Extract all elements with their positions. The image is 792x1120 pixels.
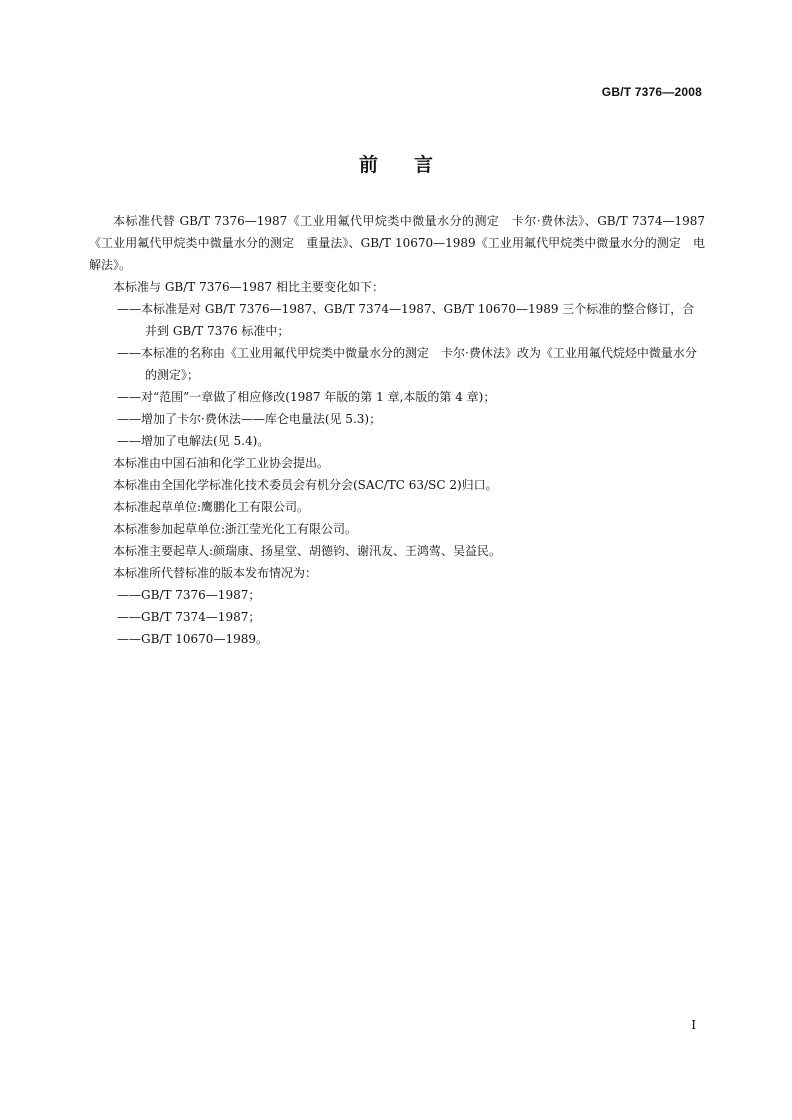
info-paragraph: 本标准由中国石油和化学工业协会提出。 — [113, 456, 330, 470]
intro-paragraph: 本标准代替 GB/T 7376—1987《工业用氟代甲烷类中微量水分的测定 卡尔·费休法》、GB/T 7374—1987《工业用氟代甲烷类中微量水分的测定 重量法》、GB/T 10670—1989《工业用氟代甲烷类中微量水分的测定 电解法》。 — [89, 214, 705, 272]
change-item: ——本标准的名称由《工业用氟代甲烷类中微量水分的测定 卡尔·费休法》改为《工业用氟代烷烃中微量水分的测定》； — [117, 346, 697, 382]
page-title: 前言 — [358, 154, 469, 176]
page-number: I — [691, 1018, 696, 1032]
change-item: ——本标准是对 GB/T 7376—1987、GB/T 7374—1987、GB/T 10670—1989 三个标准的整合修订，合并到 GB/T 7376 标准中； — [117, 302, 695, 338]
intro-paragraph: 本标准与 GB/T 7376—1987 相比主要变化如下： — [113, 280, 384, 294]
standard-code: GB/T 7376—2008 — [601, 85, 702, 99]
change-item: ——对“范围”一章做了相应修改(1987 年版的第 1 章,本版的第 4 章)； — [117, 390, 496, 404]
history-item: ——GB/T 7376—1987； — [117, 588, 261, 602]
change-item: ——增加了电解法(见 5.4)。 — [117, 434, 270, 448]
history-item: ——GB/T 10670—1989。 — [117, 632, 268, 646]
info-paragraph: 本标准起草单位:鹰鹏化工有限公司。 — [113, 500, 310, 514]
change-item: ——增加了卡尔·费休法——库仑电量法(见 5.3)； — [117, 412, 382, 426]
info-paragraph: 本标准参加起草单位:浙江莹光化工有限公司。 — [113, 522, 358, 536]
info-paragraph: 本标准主要起草人:颜瑞康、扬星堂、胡德钧、谢汛友、王鸿莺、吴益民。 — [113, 544, 502, 558]
foreword-body — [89, 210, 705, 650]
info-paragraph: 本标准由全国化学标准化技术委员会有机分会(SAC/TC 63/SC 2)归口。 — [113, 478, 498, 492]
history-item: ——GB/T 7374—1987； — [117, 610, 261, 624]
info-paragraph: 本标准所代替标准的版本发布情况为： — [113, 566, 318, 580]
